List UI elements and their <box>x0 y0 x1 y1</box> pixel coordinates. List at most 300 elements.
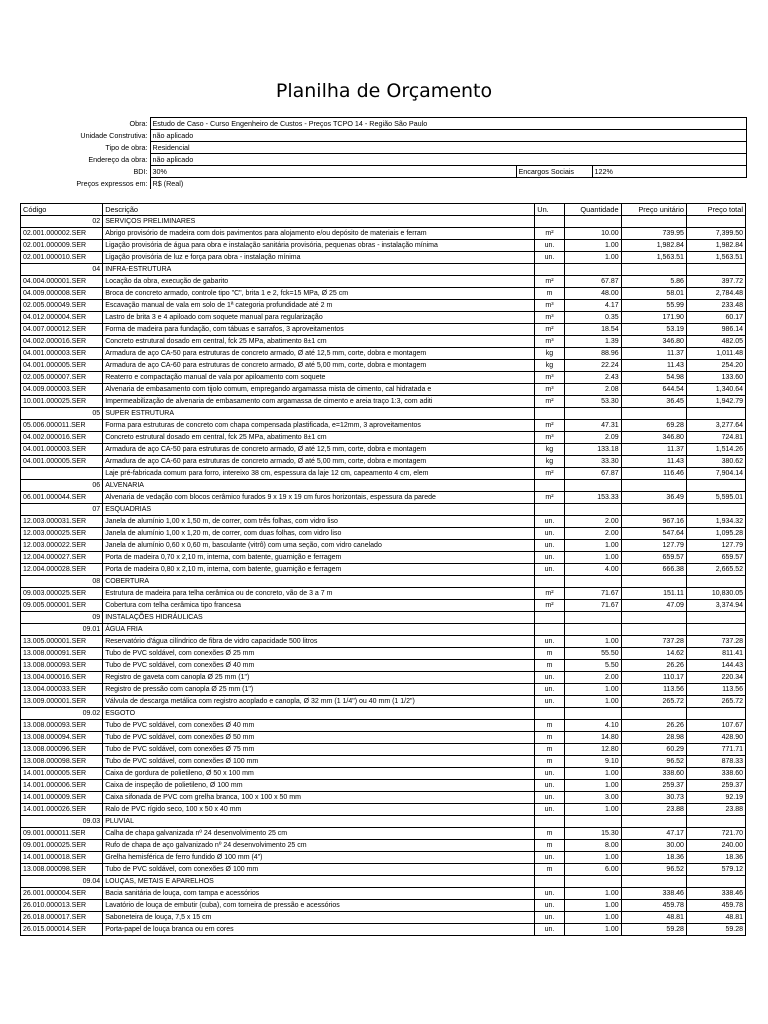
cell-quantity: 10.00 <box>564 228 621 240</box>
cell-code: 09.03 <box>21 816 103 828</box>
cell-quantity: 8.00 <box>564 840 621 852</box>
cell-total-price: 233.48 <box>686 300 745 312</box>
cell-code: 26.015.000014.SER <box>21 924 103 936</box>
cell-total-price: 113.56 <box>686 684 745 696</box>
cell-total-price: 240.00 <box>686 840 745 852</box>
cell-description: Caixa de gordura de polietileno, Ø 50 x 100 mm <box>103 768 535 780</box>
cell-unit-price: 28.98 <box>621 732 686 744</box>
table-row <box>21 888 746 900</box>
cell-unit: un. <box>535 768 565 780</box>
cell-unit <box>535 816 565 828</box>
cell-description: Porta-papel de louça branca ou em cores <box>103 924 535 936</box>
table-row <box>21 228 746 240</box>
section-row <box>21 576 746 588</box>
cell-quantity: 15.30 <box>564 828 621 840</box>
table-row <box>21 276 746 288</box>
cell-description: Reservatório d'água cilíndrico de fibra de vidro capacidade 500 litros <box>103 636 535 648</box>
cell-unit <box>535 480 565 492</box>
cell-code: 13.008.000098.SER <box>21 864 103 876</box>
cell-code: 13.004.000033.SER <box>21 684 103 696</box>
encargos-label: Encargos Sociais <box>516 166 592 178</box>
cell-unit: m³ <box>535 372 565 384</box>
cell-description: Alvenaria de vedação com blocos cerâmico furados 9 x 19 x 19 cm furos horizontais, espessura da parede <box>103 492 535 504</box>
header-unit-price: Preço unitário <box>621 204 686 216</box>
unidade-label: Unidade Construtiva: <box>20 130 150 142</box>
section-row <box>21 624 746 636</box>
cell-unit: un. <box>535 564 565 576</box>
cell-total-price: 811.41 <box>686 648 745 660</box>
cell-unit-price: 58.01 <box>621 288 686 300</box>
table-row <box>21 768 746 780</box>
cell-unit-price: 346.80 <box>621 432 686 444</box>
cell-code: 26.001.000004.SER <box>21 888 103 900</box>
section-row <box>21 480 746 492</box>
cell-total-price <box>686 576 745 588</box>
cell-unit: m² <box>535 276 565 288</box>
cell-description: Janela de alumínio 0,60 x 0,60 m, basculante (vitrô) com uma seção, com vidro canelado <box>103 540 535 552</box>
cell-code: 12.004.000027.SER <box>21 552 103 564</box>
table-row <box>21 336 746 348</box>
table-row <box>21 672 746 684</box>
cell-unit-price <box>621 264 686 276</box>
cell-unit: un. <box>535 252 565 264</box>
cell-code: 04.009.000008.SER <box>21 288 103 300</box>
cell-description: Grelha hemisférica de ferro fundido Ø 100 mm (4") <box>103 852 535 864</box>
cell-quantity: 14.80 <box>564 732 621 744</box>
cell-unit: m <box>535 288 565 300</box>
cell-description: Reaterro e compactação manual de vala por apiloamento com soquete <box>103 372 535 384</box>
cell-description: COBERTURA <box>103 576 535 588</box>
cell-total-price: 220.34 <box>686 672 745 684</box>
cell-unit: m³ <box>535 336 565 348</box>
cell-quantity <box>564 408 621 420</box>
cell-unit <box>535 876 565 888</box>
cell-unit-price: 36.45 <box>621 396 686 408</box>
cell-code: 06.001.000044.SER <box>21 492 103 504</box>
cell-total-price <box>686 708 745 720</box>
cell-unit-price <box>621 876 686 888</box>
cell-unit: m² <box>535 468 565 480</box>
table-row <box>21 396 746 408</box>
cell-total-price: 459.78 <box>686 900 745 912</box>
cell-description: LOUÇAS, METAIS E APARELHOS <box>103 876 535 888</box>
table-row <box>21 912 746 924</box>
cell-unit-price: 127.79 <box>621 540 686 552</box>
table-row <box>21 756 746 768</box>
table-row <box>21 840 746 852</box>
page-title: Planilha de Orçamento <box>275 80 493 102</box>
cell-unit-price: 1,563.51 <box>621 252 686 264</box>
cell-unit-price: 36.49 <box>621 492 686 504</box>
cell-unit-price: 116.46 <box>621 468 686 480</box>
cell-unit-price: 11.37 <box>621 444 686 456</box>
cell-description: Ligação provisória de luz e força para obra - instalação mínima <box>103 252 535 264</box>
cell-total-price: 380.62 <box>686 456 745 468</box>
cell-unit-price: 18.36 <box>621 852 686 864</box>
cell-description: Tubo de PVC soldável, com conexões Ø 40 mm <box>103 720 535 732</box>
table-row <box>21 660 746 672</box>
cell-total-price: 7,904.14 <box>686 468 745 480</box>
header-desc: Descrição <box>103 204 535 216</box>
cell-code: 09 <box>21 612 103 624</box>
header-code: Código <box>21 204 103 216</box>
cell-unit <box>535 708 565 720</box>
tipo-label: Tipo de obra: <box>20 142 150 154</box>
cell-quantity: 0.35 <box>564 312 621 324</box>
table-row <box>21 528 746 540</box>
cell-code: 14.001.000009.SER <box>21 792 103 804</box>
table-row <box>21 372 746 384</box>
cell-code: 13.008.000091.SER <box>21 648 103 660</box>
table-row <box>21 852 746 864</box>
cell-unit-price: 26.26 <box>621 660 686 672</box>
cell-total-price <box>686 264 745 276</box>
cell-quantity: 33.30 <box>564 456 621 468</box>
cell-code: 14.001.000006.SER <box>21 780 103 792</box>
section-row <box>21 504 746 516</box>
cell-description: Tubo de PVC soldável, com conexões Ø 50 mm <box>103 732 535 744</box>
cell-description: INFRA-ESTRUTURA <box>103 264 535 276</box>
cell-total-price: 7,399.50 <box>686 228 745 240</box>
cell-code: 04.001.000003.SER <box>21 444 103 456</box>
endereco-label: Endereço da obra: <box>20 154 150 166</box>
cell-unit-price: 11.43 <box>621 456 686 468</box>
cell-quantity: 2.00 <box>564 528 621 540</box>
cell-total-price: 482.05 <box>686 336 745 348</box>
cell-code: 09.001.000025.SER <box>21 840 103 852</box>
cell-total-price: 259.37 <box>686 780 745 792</box>
cell-quantity: 1.00 <box>564 696 621 708</box>
cell-code: 09.01 <box>21 624 103 636</box>
cell-quantity: 4.00 <box>564 564 621 576</box>
cell-total-price: 265.72 <box>686 696 745 708</box>
cell-code: 07 <box>21 504 103 516</box>
table-row <box>21 324 746 336</box>
cell-total-price: 59.28 <box>686 924 745 936</box>
cell-unit-price: 47.17 <box>621 828 686 840</box>
cell-code: 14.001.000005.SER <box>21 768 103 780</box>
tipo-value: Residencial <box>150 142 746 154</box>
cell-quantity: 47.31 <box>564 420 621 432</box>
cell-unit <box>535 264 565 276</box>
cell-quantity: 88.96 <box>564 348 621 360</box>
cell-unit: kg <box>535 360 565 372</box>
cell-unit-price: 23.88 <box>621 804 686 816</box>
cell-unit: m <box>535 720 565 732</box>
cell-unit-price: 171.90 <box>621 312 686 324</box>
cell-total-price: 254.20 <box>686 360 745 372</box>
table-row <box>21 360 746 372</box>
cell-total-price: 2,665.52 <box>686 564 745 576</box>
cell-total-price: 5,595.01 <box>686 492 745 504</box>
cell-unit-price: 113.56 <box>621 684 686 696</box>
cell-total-price: 1,934.32 <box>686 516 745 528</box>
cell-total-price: 1,942.79 <box>686 396 745 408</box>
obra-value: Estudo de Caso - Curso Engenheiro de Custos - Preços TCPO 14 - Região São Paulo <box>150 118 746 130</box>
table-row <box>21 540 746 552</box>
cell-unit-price: 11.37 <box>621 348 686 360</box>
table-row <box>21 492 746 504</box>
cell-quantity: 12.80 <box>564 744 621 756</box>
cell-unit: m <box>535 864 565 876</box>
cell-code: 14.001.000026.SER <box>21 804 103 816</box>
cell-unit: m <box>535 840 565 852</box>
table-header-row <box>21 204 746 216</box>
table-row <box>21 684 746 696</box>
cell-code: 04.012.000004.SER <box>21 312 103 324</box>
table-row <box>21 804 746 816</box>
cell-description: ESQUADRIAS <box>103 504 535 516</box>
cell-description: Rufo de chapa de aço galvanizado nº 24 desenvolvimento 25 cm <box>103 840 535 852</box>
cell-code: 08 <box>21 576 103 588</box>
cell-quantity: 1.00 <box>564 900 621 912</box>
cell-quantity: 2.00 <box>564 672 621 684</box>
cell-code: 04.001.000005.SER <box>21 456 103 468</box>
cell-code: 04 <box>21 264 103 276</box>
table-row <box>21 792 746 804</box>
cell-description: Broca de concreto armado, controle tipo "C", brita 1 e 2, fck=15 MPa, Ø 25 cm <box>103 288 535 300</box>
cell-quantity <box>564 876 621 888</box>
cell-unit <box>535 216 565 228</box>
cell-description: Janela de alumínio 1,00 x 1,50 m, de correr, com três folhas, com vidro liso <box>103 516 535 528</box>
cell-unit <box>535 576 565 588</box>
cell-unit: m³ <box>535 384 565 396</box>
cell-unit-price <box>621 816 686 828</box>
cell-code: 09.04 <box>21 876 103 888</box>
cell-code: 02.001.000010.SER <box>21 252 103 264</box>
cell-code: 05.006.000011.SER <box>21 420 103 432</box>
unidade-value: não aplicado <box>150 130 746 142</box>
cell-unit-price: 30.73 <box>621 792 686 804</box>
cell-description: Válvula de descarga metálica com registro acoplado e canopla, Ø 32 mm (1 1/4") ou 40 mm (1 1/2") <box>103 696 535 708</box>
cell-total-price: 338.46 <box>686 888 745 900</box>
cell-description: Concreto estrutural dosado em central, fck 25 MPa, abatimento 8±1 cm <box>103 432 535 444</box>
cell-code: 02 <box>21 216 103 228</box>
cell-code: 12.004.000028.SER <box>21 564 103 576</box>
cell-unit <box>535 624 565 636</box>
cell-quantity <box>564 612 621 624</box>
cell-total-price <box>686 612 745 624</box>
cell-description: Registro de pressão com canopla Ø 25 mm (1") <box>103 684 535 696</box>
table-row <box>21 648 746 660</box>
cell-unit-price: 14.62 <box>621 648 686 660</box>
cell-code: 04.007.000012.SER <box>21 324 103 336</box>
cell-unit: m² <box>535 228 565 240</box>
cell-unit-price <box>621 624 686 636</box>
cell-code: 10.001.000025.SER <box>21 396 103 408</box>
section-row <box>21 612 746 624</box>
section-row <box>21 264 746 276</box>
cell-description: Bacia sanitária de louça, com tampa e acessórios <box>103 888 535 900</box>
table-row <box>21 780 746 792</box>
cell-quantity <box>564 504 621 516</box>
cell-quantity: 1.00 <box>564 540 621 552</box>
cell-total-price: 579.12 <box>686 864 745 876</box>
cell-unit-price: 11.43 <box>621 360 686 372</box>
cell-description: Lastro de brita 3 e 4 apiloado com soquete manual para regularização <box>103 312 535 324</box>
cell-unit: m <box>535 744 565 756</box>
header-un: Un. <box>535 204 565 216</box>
cell-unit-price: 96.52 <box>621 756 686 768</box>
cell-quantity <box>564 624 621 636</box>
cell-code: 13.008.000098.SER <box>21 756 103 768</box>
cell-total-price: 1,011.48 <box>686 348 745 360</box>
cell-code: 05 <box>21 408 103 420</box>
cell-quantity <box>564 816 621 828</box>
cell-unit-price: 265.72 <box>621 696 686 708</box>
table-row <box>21 468 746 480</box>
cell-unit-price: 644.54 <box>621 384 686 396</box>
cell-description: Tubo de PVC soldável, com conexões Ø 25 mm <box>103 648 535 660</box>
cell-total-price: 1,982.84 <box>686 240 745 252</box>
cell-unit-price: 110.17 <box>621 672 686 684</box>
cell-description: ALVENARIA <box>103 480 535 492</box>
cell-description: ÁGUA FRIA <box>103 624 535 636</box>
header-total-price: Preço total <box>686 204 745 216</box>
cell-unit-price: 26.26 <box>621 720 686 732</box>
cell-description: PLUVIAL <box>103 816 535 828</box>
cell-description: Porta de madeira 0,70 x 2,10 m, interna, com batente, guarnição e ferragem <box>103 552 535 564</box>
cell-total-price: 18.36 <box>686 852 745 864</box>
bdi-label: BDI: <box>20 166 150 178</box>
cell-unit-price: 69.28 <box>621 420 686 432</box>
cell-unit-price: 547.64 <box>621 528 686 540</box>
cell-quantity: 18.54 <box>564 324 621 336</box>
cell-description: Locação da obra, execução de gabarito <box>103 276 535 288</box>
cell-unit-price <box>621 504 686 516</box>
cell-total-price: 2,784.48 <box>686 288 745 300</box>
cell-description: Laje pré-fabricada comum para forro, intereixo 38 cm, espessura da laje 12 cm, capeamento 4 cm, elem <box>103 468 535 480</box>
cell-unit-price <box>621 216 686 228</box>
cell-quantity <box>564 216 621 228</box>
header-qty: Quantidade <box>564 204 621 216</box>
cell-description: Calha de chapa galvanizada nº 24 desenvolvimento 25 cm <box>103 828 535 840</box>
cell-description: Forma para estruturas de concreto com chapa compensada plastificada, e=12mm, 3 aproveitamentos <box>103 420 535 432</box>
table-row <box>21 288 746 300</box>
table-row <box>21 864 746 876</box>
cell-quantity: 1.00 <box>564 852 621 864</box>
cell-code: 09.001.000011.SER <box>21 828 103 840</box>
cell-total-price <box>686 480 745 492</box>
cell-unit-price: 59.28 <box>621 924 686 936</box>
cell-code: 04.001.000005.SER <box>21 360 103 372</box>
endereco-value: não aplicado <box>150 154 746 166</box>
budget-table <box>20 203 746 936</box>
cell-unit-price: 54.98 <box>621 372 686 384</box>
cell-total-price: 3,374.94 <box>686 600 745 612</box>
cell-unit: m³ <box>535 300 565 312</box>
cell-total-price: 1,340.64 <box>686 384 745 396</box>
cell-description: Escavação manual de vala em solo de 1ª categoria profundidade até 2 m <box>103 300 535 312</box>
cell-description: ESGOTO <box>103 708 535 720</box>
precos-value: R$ (Real) <box>150 178 746 190</box>
section-row <box>21 876 746 888</box>
cell-description: Armadura de aço CA-60 para estruturas de concreto armado, Ø até 5,00 mm, corte, dobra e montagem <box>103 360 535 372</box>
cell-total-price: 133.60 <box>686 372 745 384</box>
cell-total-price <box>686 408 745 420</box>
cell-total-price: 1,563.51 <box>686 252 745 264</box>
cell-quantity: 1.00 <box>564 804 621 816</box>
cell-code: 13.008.000094.SER <box>21 732 103 744</box>
cell-quantity: 1.00 <box>564 780 621 792</box>
cell-unit-price: 459.78 <box>621 900 686 912</box>
cell-unit: m² <box>535 324 565 336</box>
cell-quantity: 67.87 <box>564 468 621 480</box>
cell-unit: un. <box>535 780 565 792</box>
cell-unit: un. <box>535 240 565 252</box>
cell-quantity <box>564 708 621 720</box>
cell-unit-price: 259.37 <box>621 780 686 792</box>
cell-unit-price: 739.95 <box>621 228 686 240</box>
table-row <box>21 312 746 324</box>
section-row <box>21 708 746 720</box>
cell-unit: kg <box>535 444 565 456</box>
cell-code: 09.005.000001.SER <box>21 600 103 612</box>
cell-quantity: 55.50 <box>564 648 621 660</box>
cell-unit: un. <box>535 792 565 804</box>
cell-quantity: 1.00 <box>564 684 621 696</box>
cell-unit: m <box>535 732 565 744</box>
cell-unit: un. <box>535 912 565 924</box>
cell-unit: un. <box>535 540 565 552</box>
cell-description: Armadura de aço CA-50 para estruturas de concreto armado, Ø até 12,5 mm, corte, dobra e montagem <box>103 444 535 456</box>
table-row <box>21 552 746 564</box>
cell-description: SERVIÇOS PRELIMINARES <box>103 216 535 228</box>
cell-total-price: 986.14 <box>686 324 745 336</box>
cell-total-price: 338.60 <box>686 768 745 780</box>
cell-unit-price: 967.16 <box>621 516 686 528</box>
cell-total-price <box>686 624 745 636</box>
cell-code: 06 <box>21 480 103 492</box>
cell-quantity: 2.00 <box>564 516 621 528</box>
cell-unit-price: 346.80 <box>621 336 686 348</box>
cell-unit: m³ <box>535 432 565 444</box>
cell-code: 02.005.000007.SER <box>21 372 103 384</box>
cell-quantity: 1.00 <box>564 924 621 936</box>
cell-quantity: 6.00 <box>564 864 621 876</box>
cell-unit: un. <box>535 852 565 864</box>
cell-unit-price: 60.29 <box>621 744 686 756</box>
cell-unit: un. <box>535 696 565 708</box>
bdi-value: 30% <box>150 166 516 178</box>
table-row <box>21 348 746 360</box>
cell-unit: un. <box>535 672 565 684</box>
cell-total-price: 737.28 <box>686 636 745 648</box>
cell-description: Lavatório de louça de embutir (cuba), com torneira de pressão e acessórios <box>103 900 535 912</box>
cell-quantity: 71.67 <box>564 600 621 612</box>
cell-code: 13.008.000093.SER <box>21 660 103 672</box>
table-row <box>21 564 746 576</box>
table-row <box>21 720 746 732</box>
cell-code: 12.003.000025.SER <box>21 528 103 540</box>
cell-unit: un. <box>535 804 565 816</box>
cell-unit: m² <box>535 396 565 408</box>
cell-code: 02.005.000049.SER <box>21 300 103 312</box>
table-row <box>21 420 746 432</box>
table-row <box>21 744 746 756</box>
cell-description: Caixa de inspeção de polietileno, Ø 100 mm <box>103 780 535 792</box>
section-row <box>21 216 746 228</box>
precos-label: Preços expressos em: <box>20 178 150 190</box>
cell-description: Armadura de aço CA-50 para estruturas de concreto armado, Ø até 12,5 mm, corte, dobra e montagem <box>103 348 535 360</box>
cell-code: 26.018.000017.SER <box>21 912 103 924</box>
cell-total-price: 107.67 <box>686 720 745 732</box>
cell-code: 04.002.000016.SER <box>21 432 103 444</box>
cell-unit: m <box>535 828 565 840</box>
cell-description: Armadura de aço CA-60 para estruturas de concreto armado, Ø até 5,00 mm, corte, dobra e montagem <box>103 456 535 468</box>
cell-total-price <box>686 876 745 888</box>
cell-description: Abrigo provisório de madeira com dois pavimentos para alojamento e/ou depósito de materiais e ferram <box>103 228 535 240</box>
